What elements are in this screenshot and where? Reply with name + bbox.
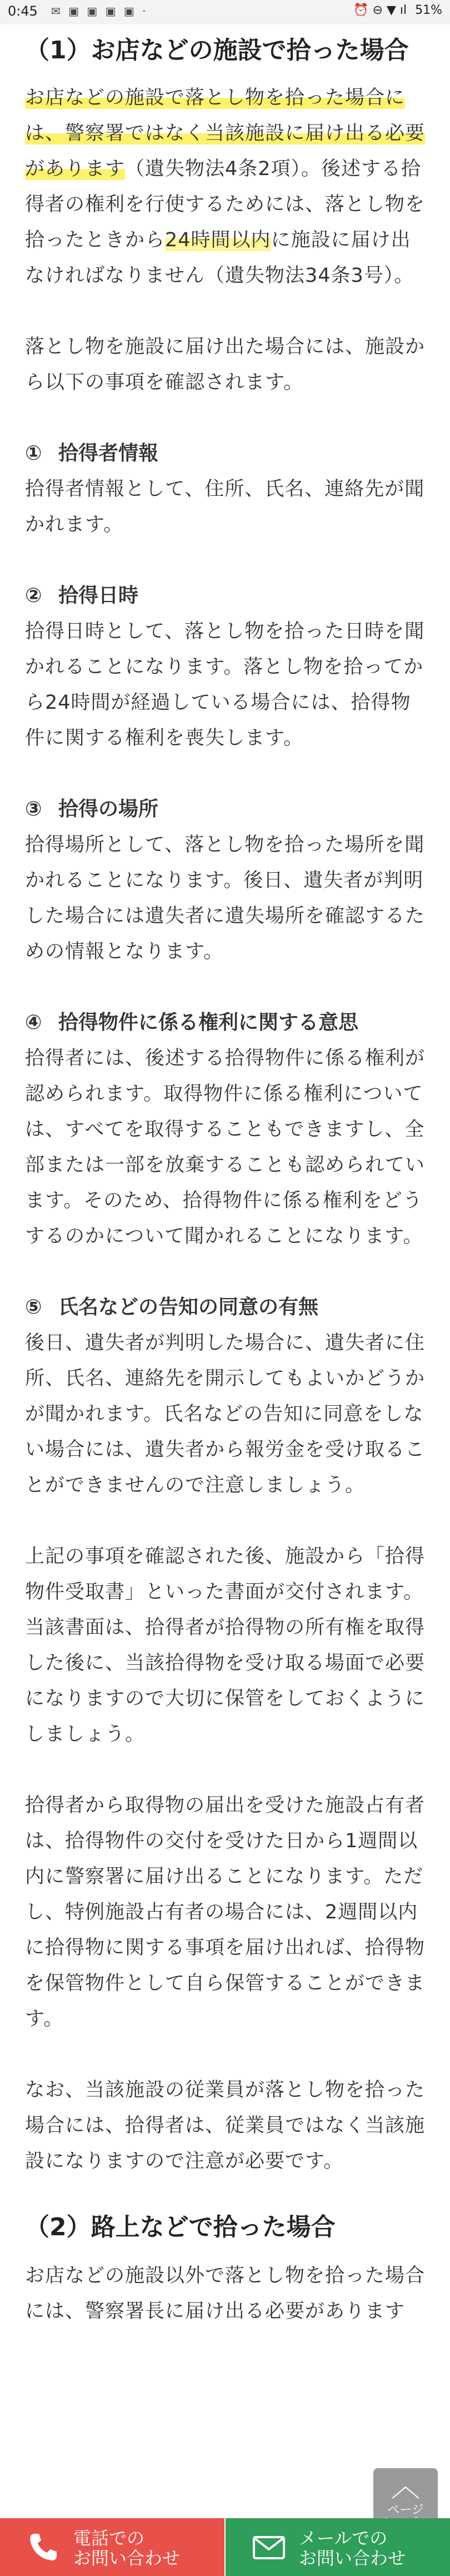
item-heading: ② 拾得日時 [25, 584, 139, 607]
receipt-text: 上記の事項を確認された後、施設から「拾得物件受取書」といった書面が交付されます。当該書面は、拾得者が拾得物の所有権を取得した後に、当該拾得物を受け取る場面で必要になりますので大切に保管をしておくようにしましょう。 [25, 1545, 426, 1745]
highlight-report-to-facility: お店などの施設で落とし物を拾った場合には、警察署ではなく当該施設に届け出る必要があります [25, 87, 426, 180]
section1-title: （1）お店などの施設で拾った場合 [25, 36, 409, 64]
confirm-text: 落とし物を施設に届け出た場合には、施設から以下の事項を確認されます。 [25, 336, 426, 394]
occupant-text: 拾得者から取得物の届出を受けた施設占有者は、拾得物件の交付を受けた日から1週間以内に警察署に届け出ることになります。ただし、特例施設占有者の場合には、2週間以内に拾得物に関する事項を届け出れば、拾得物を保管物件として自ら保管することができます。 [25, 1794, 426, 2030]
item-heading: ③ 拾得の場所 [25, 798, 159, 820]
section2-text: お店などの施設以外で落とし物を拾った場合には、警察署長に届け出る必要があります [25, 2265, 426, 2323]
item-heading: ④ 拾得物件に係る権利に関する意思 [25, 1011, 359, 1034]
item-5 [0, 1290, 450, 1503]
item-text: 拾得者情報として、住所、氏名、連絡先が聞かれます。 [25, 478, 425, 536]
item-heading: ⑤ 氏名などの告知の同意の有無 [25, 1296, 319, 1319]
status-time: 0:45 [8, 3, 38, 19]
item-text: 拾得場所として、落とし物を拾った場所を聞かれることになります。後日、遺失者が判明した場合には遺失者に遺失場所を確認するための情報となります。 [25, 834, 426, 963]
chevron-up-icon: ︿ [391, 2470, 420, 2504]
status-right [349, 3, 442, 17]
intro-text-1: （遺失物法4条2項）。後述する拾得者の権利を行使するためには、落とし物を拾ったときから [25, 158, 426, 251]
intro-text-2: に施設に届け出なければなりません（遺失物法34条3号）。 [25, 229, 414, 287]
status-bar [0, 0, 450, 24]
item-text: 後日、遺失者が判明した場合に、遺失者に住所、氏名、連絡先を開示してもよいかどうかが聞かれます。氏名などの告知に同意をしない場合には、遺失者から報労金を受け取ることができませんので注意しましょう。 [25, 1332, 426, 1496]
staff-text: なお、当該施設の従業員が落とし物を拾った場合には、拾得者は、従業員ではなく当該施設になりますので注意が必要です。 [25, 2079, 426, 2172]
item-text: 拾得者には、後述する拾得物件に係る権利が認められます。取得物件に係る権利については、すべてを取得することもできますし、全部または一部を放棄することも認められています。そのため、拾得物件に係る権利をどうするのかについて聞かれることになります。 [25, 1047, 426, 1247]
page-top-label-1: ページ [387, 2503, 424, 2517]
article-content [0, 24, 450, 2329]
section2-title: （2）路上などで拾った場合 [25, 2213, 336, 2241]
phone-icon [27, 2530, 60, 2564]
notification-icons: ✉ ▣ ▣ ▣ ▣ · [51, 4, 148, 18]
item-1 [0, 436, 450, 543]
mail-contact-label: メールでの お問い合わせ [299, 2528, 406, 2569]
phone-contact-button[interactable] [0, 2518, 224, 2576]
item-heading: ① 拾得者情報 [25, 442, 159, 465]
system-icons: ⏰ ⊖ ▼ ıl [353, 3, 407, 17]
battery-level: 51% [415, 3, 442, 17]
bottom-contact-bar [0, 2518, 450, 2576]
mail-contact-button[interactable] [226, 2518, 450, 2576]
section1-intro [25, 80, 428, 294]
item-3 [0, 792, 450, 969]
phone-contact-label: 電話での お問い合わせ [73, 2528, 181, 2569]
mail-icon [252, 2530, 286, 2564]
item-4 [0, 1005, 450, 1254]
item-2 [0, 578, 450, 756]
highlight-24-hours: 24時間以内 [165, 229, 271, 251]
item-text: 拾得日時として、落とし物を拾った日時を聞かれることになります。落とし物を拾ってから24時間が経過している場合には、拾得物件に関する権利を喪失します。 [25, 620, 425, 749]
